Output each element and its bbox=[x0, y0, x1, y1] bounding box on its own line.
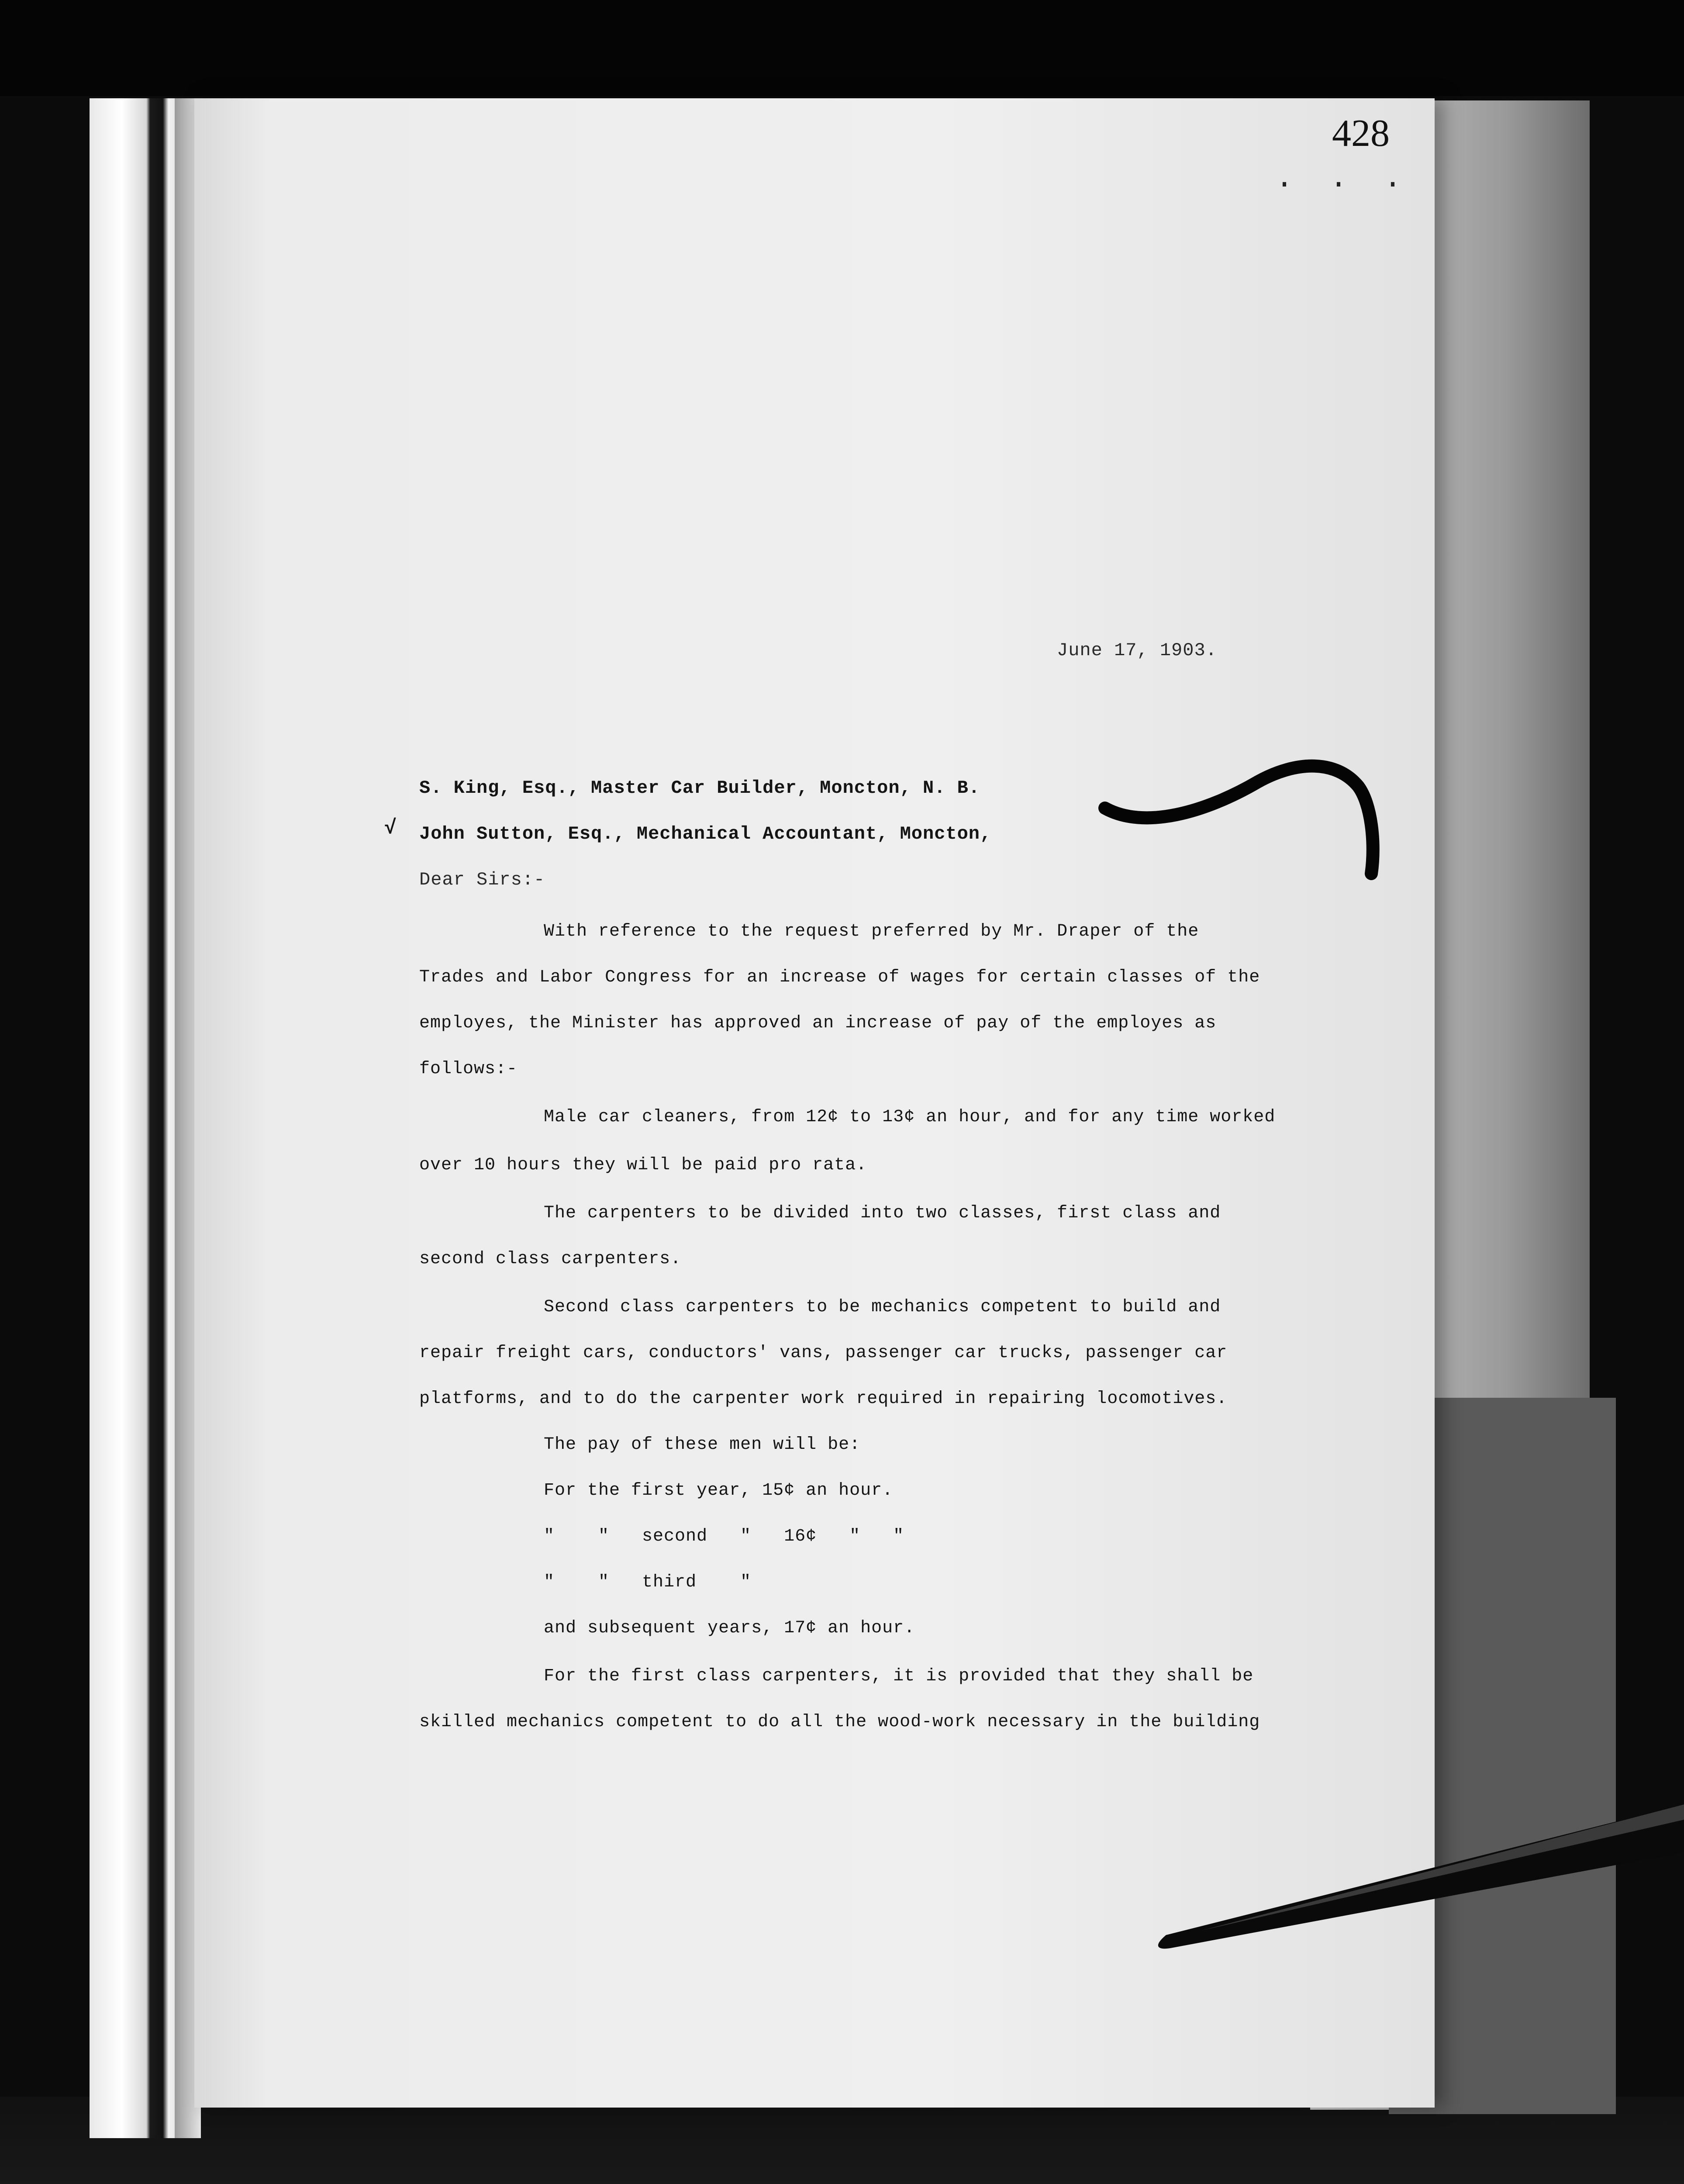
body-line: platforms, and to do the carpenter work required in repairing locomotives. bbox=[419, 1389, 1228, 1409]
body-line: " " second " 16¢ " " bbox=[544, 1527, 904, 1546]
letter-date: June 17, 1903. bbox=[1057, 640, 1217, 661]
pointer-stylus bbox=[1153, 1804, 1684, 1987]
top-border bbox=[0, 0, 1684, 96]
body-line: Trades and Labor Congress for an increase of wages for certain classes of the bbox=[419, 968, 1260, 987]
body-line: Second class carpenters to be mechanics competent to build and bbox=[544, 1297, 1221, 1317]
body-line: Male car cleaners, from 12¢ to 13¢ an hour, and for any time worked bbox=[544, 1107, 1276, 1127]
body-line: and subsequent years, 17¢ an hour. bbox=[544, 1618, 915, 1638]
body-line: repair freight cars, conductors' vans, passenger car trucks, passenger car bbox=[419, 1343, 1228, 1363]
body-line: The carpenters to be divided into two classes, first class and bbox=[544, 1203, 1221, 1223]
body-line: For the first year, 15¢ an hour. bbox=[544, 1481, 894, 1500]
page-number: 428 bbox=[1332, 112, 1390, 155]
body-line: follows:- bbox=[419, 1059, 518, 1079]
page-dots: . . . bbox=[1275, 162, 1411, 196]
body-line: second class carpenters. bbox=[419, 1249, 682, 1269]
body-line: employes, the Minister has approved an increase of pay of the employes as bbox=[419, 1013, 1217, 1033]
body-line: over 10 hours they will be paid pro rata. bbox=[419, 1155, 867, 1175]
body-line: With reference to the request preferred by Mr. Draper of the bbox=[544, 922, 1199, 941]
body-line: The pay of these men will be: bbox=[544, 1435, 861, 1455]
body-line: For the first class carpenters, it is provided that they shall be bbox=[544, 1666, 1254, 1686]
body-line: " " third " bbox=[544, 1572, 752, 1592]
addressee-line-2: John Sutton, Esq., Mechanical Accountant, Moncton, bbox=[419, 823, 992, 844]
salutation: Dear Sirs:- bbox=[419, 869, 545, 890]
book-binding bbox=[90, 98, 181, 2138]
check-mark: √ bbox=[384, 817, 397, 840]
addressee-line-1: S. King, Esq., Master Car Builder, Moncton, N. B. bbox=[419, 778, 980, 798]
ink-flourish bbox=[1092, 743, 1398, 900]
body-line: skilled mechanics competent to do all the wood-work necessary in the building bbox=[419, 1712, 1260, 1732]
